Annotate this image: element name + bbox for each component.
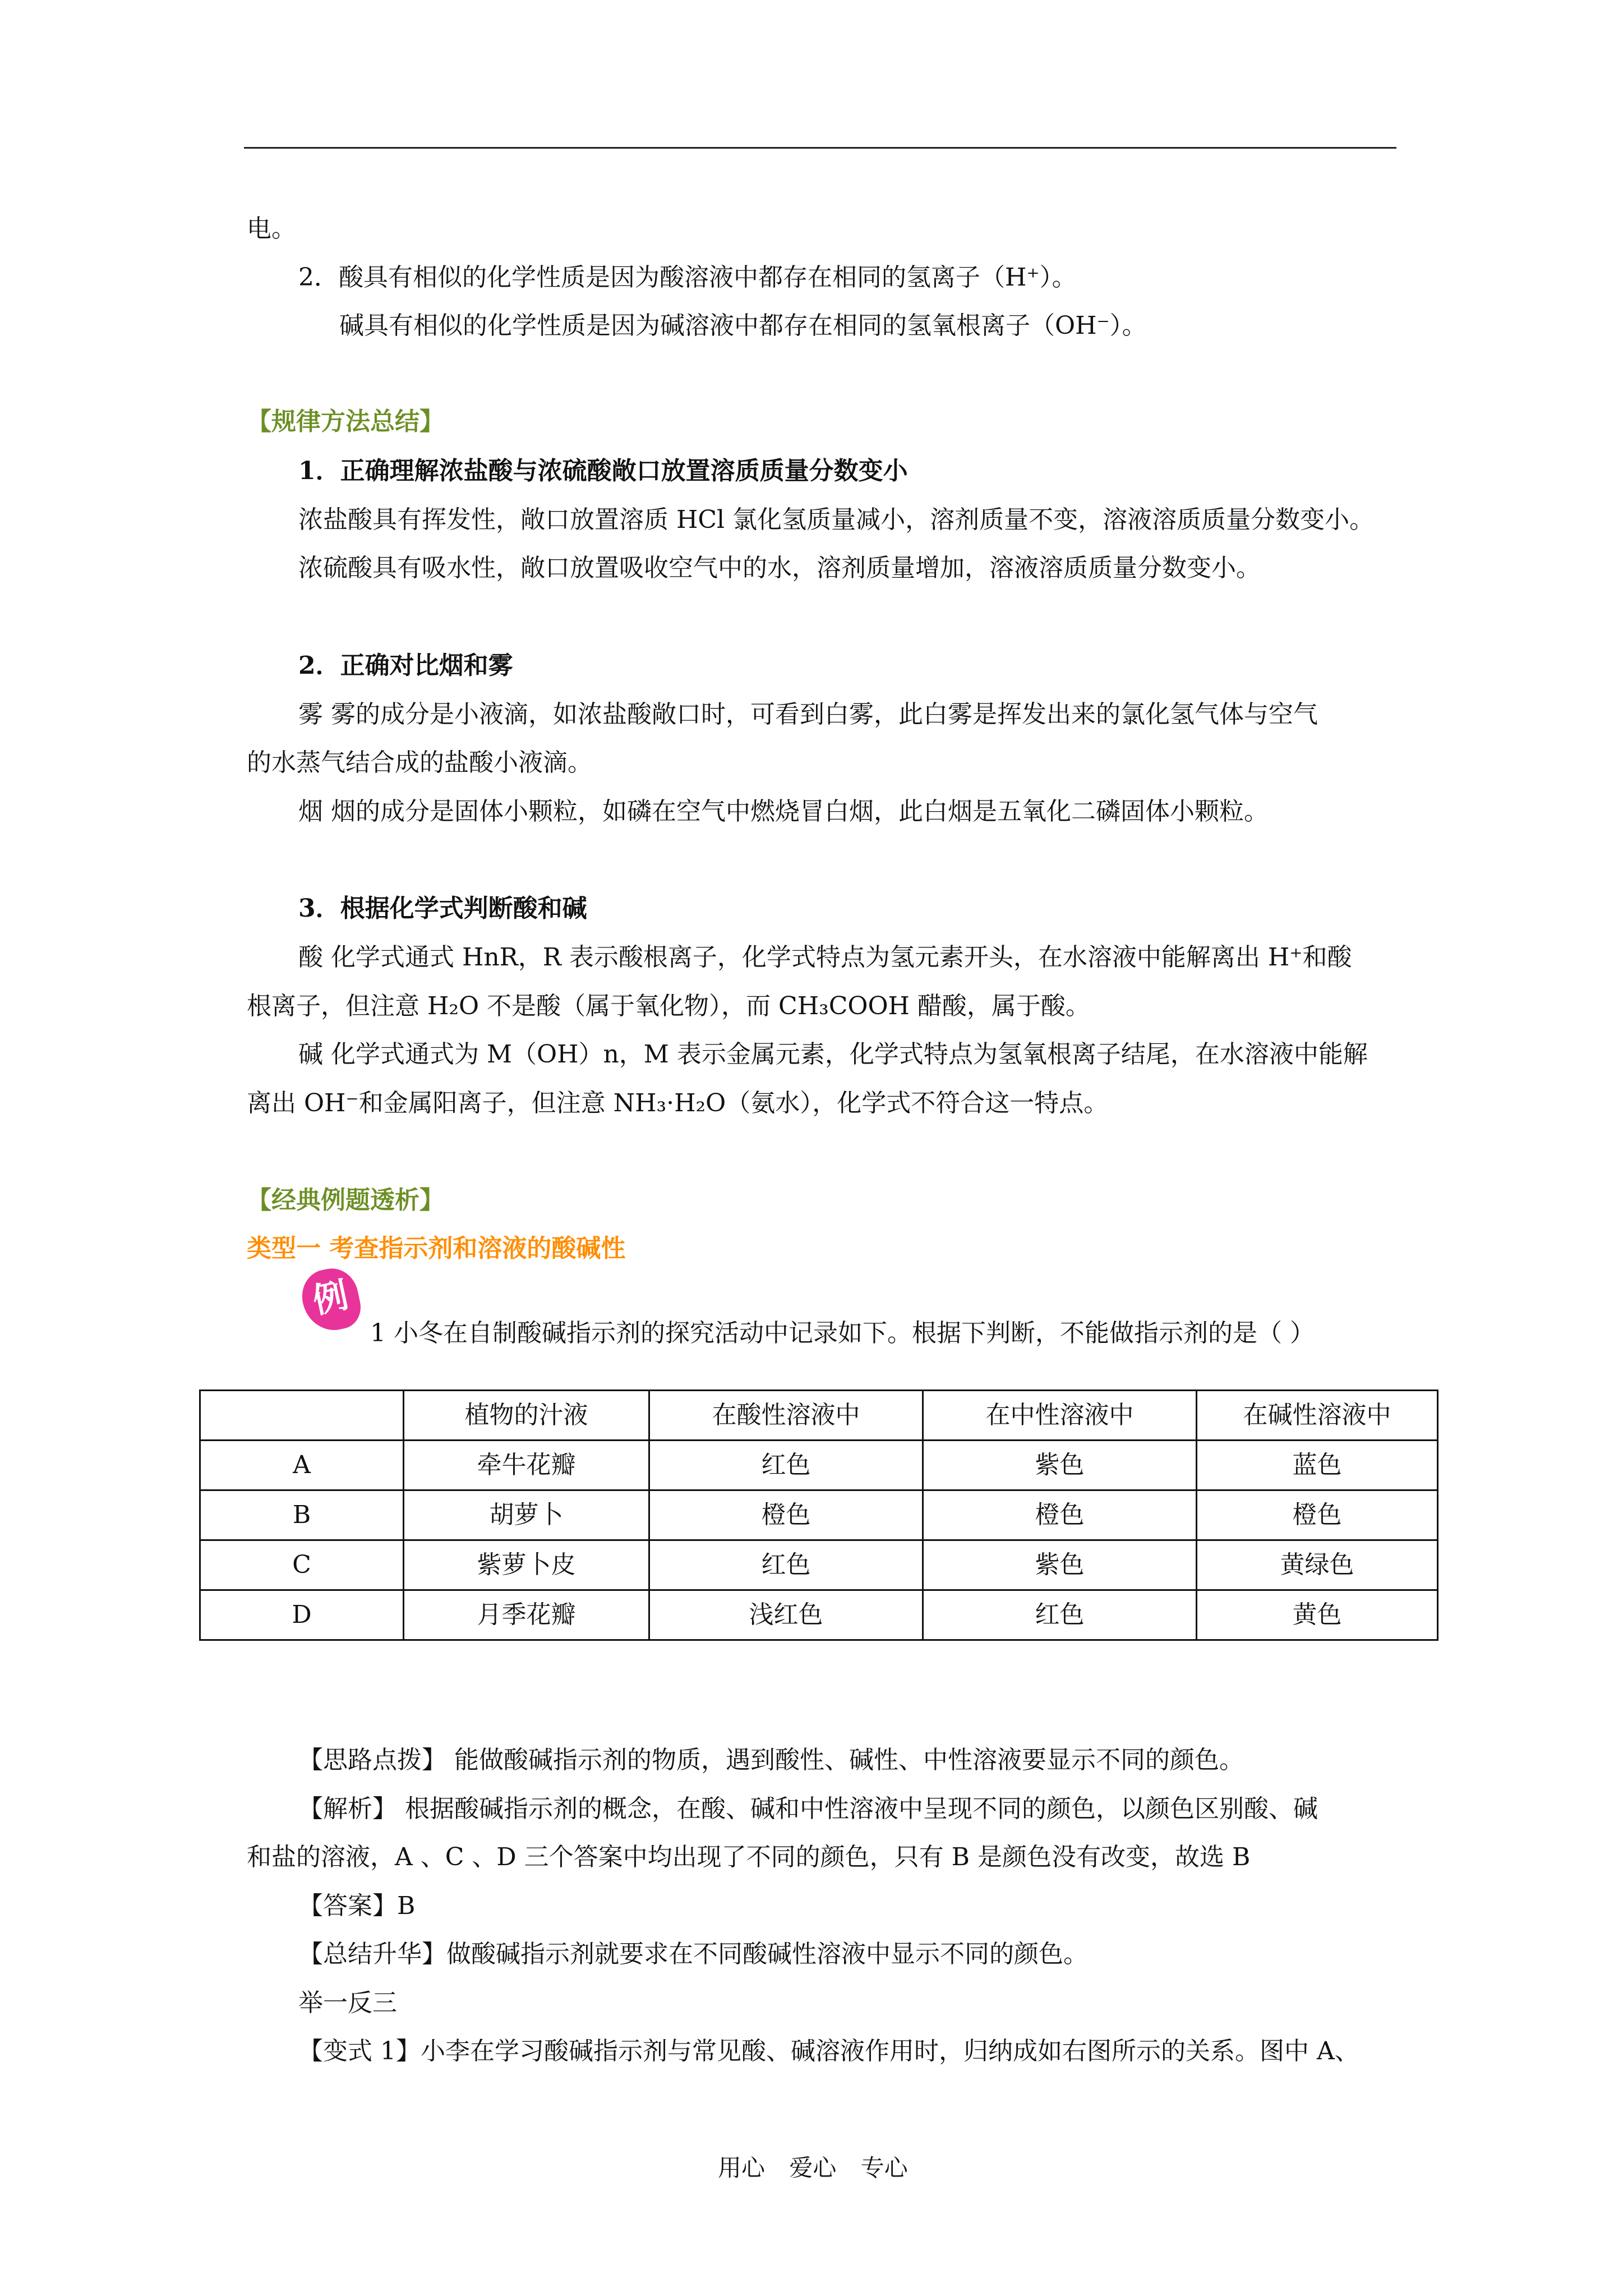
text-line: 碱具有相似的化学性质是因为碱溶液中都存在相同的氢氧根离子（OH⁻）。 <box>339 311 1147 340</box>
table-cell: 橙色 <box>923 1490 1197 1540</box>
table-row <box>200 1490 1438 1540</box>
section-heading-examples: 【经典例题透析】 <box>247 1186 444 1214</box>
table-row <box>200 1540 1438 1590</box>
table-cell: 黄绿色 <box>1197 1540 1438 1590</box>
analysis-line: 【解析】 根据酸碱指示剂的概念，在酸、碱和中性溶液中呈现不同的颜色，以颜色区别酸、碱 <box>298 1795 1318 1823</box>
text-line: 根离子，但注意 H₂O 不是酸（属于氧化物），而 CH₃COOH 醋酸，属于酸。 <box>247 992 1090 1020</box>
section-heading-rules: 【规律方法总结】 <box>247 407 444 436</box>
text-line: 电。 <box>247 214 296 243</box>
table-cell: 紫色 <box>923 1540 1197 1590</box>
table-header-cell: 在碱性溶液中 <box>1197 1391 1438 1441</box>
type-heading: 类型一 考查指示剂和溶液的酸碱性 <box>247 1234 626 1263</box>
hint-line: 【思路点拨】 能做酸碱指示剂的物质，遇到酸性、碱性、中性溶液要显示不同的颜色。 <box>298 1746 1244 1774</box>
table-header-cell: 植物的汁液 <box>404 1391 649 1441</box>
text-line: 雾 雾的成分是小液滴，如浓盐酸敞口时，可看到白雾，此白雾是挥发出来的氯化氢气体与空气 <box>298 700 1318 729</box>
table-row <box>200 1590 1438 1640</box>
table-cell: 蓝色 <box>1197 1441 1438 1490</box>
header-rule <box>244 147 1396 149</box>
table-cell: 橙色 <box>1197 1490 1438 1540</box>
rule-title: 2．正确对比烟和雾 <box>298 651 513 680</box>
rule-title: 1．正确理解浓盐酸与浓硫酸敞口放置溶质质量分数变小 <box>298 457 908 485</box>
table-cell: 红色 <box>923 1590 1197 1640</box>
text-line: 烟 烟的成分是固体小颗粒，如磷在空气中燃烧冒白烟，此白烟是五氧化二磷固体小颗粒。 <box>298 797 1269 826</box>
table-header-cell: 在酸性溶液中 <box>649 1391 923 1441</box>
practice-label: 举一反三 <box>298 1989 397 2017</box>
example-badge: 例 <box>297 1264 365 1336</box>
text-line: 浓盐酸具有挥发性，敞口放置溶质 HCl 氯化氢质量减小，溶剂质量不变，溶液溶质质量分数变小。 <box>298 505 1375 534</box>
summary-line: 【总结升华】做酸碱指示剂就要求在不同酸碱性溶液中显示不同的颜色。 <box>298 1940 1088 1968</box>
text-line: 离出 OH⁻和金属阳离子，但注意 NH₃·H₂O（氨水），化学式不符合这一特点。 <box>247 1089 1109 1117</box>
table-cell: 红色 <box>649 1540 923 1590</box>
table-cell: 浅红色 <box>649 1590 923 1640</box>
table-cell: 胡萝卜 <box>404 1490 649 1540</box>
table-cell: 月季花瓣 <box>404 1590 649 1640</box>
table-cell: C <box>200 1540 404 1590</box>
table-cell: 橙色 <box>649 1490 923 1540</box>
table-cell: A <box>200 1441 404 1490</box>
example-question: 1 小冬在自制酸碱指示剂的探究活动中记录如下。根据下判断，不能做指示剂的是（ ） <box>370 1319 1315 1347</box>
table-header-cell <box>200 1391 404 1441</box>
table-cell: 黄色 <box>1197 1590 1438 1640</box>
rule-title: 3．根据化学式判断酸和碱 <box>298 894 587 923</box>
text-line: 浓硫酸具有吸水性，敞口放置吸收空气中的水，溶剂质量增加，溶液溶质质量分数变小。 <box>298 554 1261 582</box>
text-line: 碱 化学式通式为 M（OH）n，M 表示金属元素，化学式特点为氢氧根离子结尾，在水溶液中能解 <box>298 1040 1368 1069</box>
table-cell: 牵牛花瓣 <box>404 1441 649 1490</box>
indicator-table <box>199 1389 1438 1641</box>
table-header-row <box>200 1391 1438 1441</box>
table-cell: B <box>200 1490 404 1540</box>
analysis-line: 和盐的溶液，A 、C 、D 三个答案中均出现了不同的颜色，只有 B 是颜色没有改变，故选 B <box>247 1843 1251 1871</box>
answer-line: 【答案】B <box>298 1892 416 1920</box>
text-line: 的水蒸气结合成的盐酸小液滴。 <box>247 748 592 777</box>
table-cell: 紫萝卜皮 <box>404 1540 649 1590</box>
table-cell: 紫色 <box>923 1441 1197 1490</box>
variant-line: 【变式 1】小李在学习酸碱指示剂与常见酸、碱溶液作用时，归纳成如右图所示的关系。图中 A、 <box>298 2037 1359 2065</box>
page-footer: 用心 爱心 专心 <box>718 2154 908 2182</box>
text-line: 酸 化学式通式 HnR，R 表示酸根离子，化学式特点为氢元素开头，在水溶液中能解离出 H⁺和酸 <box>298 943 1352 972</box>
text-line: 2．酸具有相似的化学性质是因为酸溶液中都存在相同的氢离子（H⁺）。 <box>298 263 1077 292</box>
table-row <box>200 1441 1438 1490</box>
table-cell: D <box>200 1590 404 1640</box>
table-header-cell: 在中性溶液中 <box>923 1391 1197 1441</box>
table-cell: 红色 <box>649 1441 923 1490</box>
